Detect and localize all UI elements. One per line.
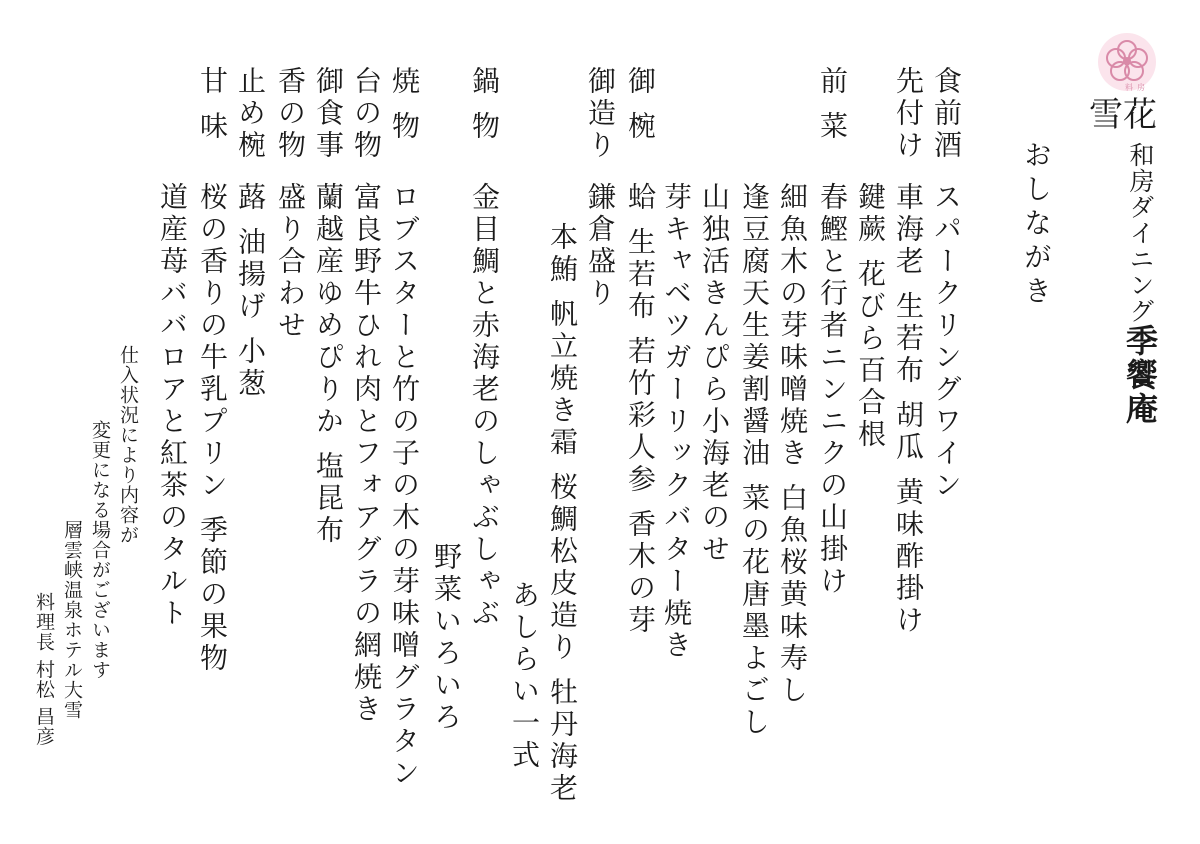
- logo-small-2: 房: [1137, 83, 1145, 92]
- dish-zensai-4: 逢豆腐天生姜割醤油 菜の花唐墨よごし: [738, 182, 771, 739]
- dish-zensai-2: 春鰹と行者ニンニクの山掛け: [816, 182, 849, 598]
- category-konomono: 香の物: [274, 66, 307, 162]
- dish-tomewan: 蕗 油揚げ 小葱: [234, 182, 267, 400]
- note-line-2: 変更になる場合がございます: [89, 420, 111, 680]
- dish-nabe-1: 金目鯛と赤海老のしゃぶしゃぶ: [468, 182, 501, 630]
- dish-otsukuri-3: あしらい一式: [508, 580, 541, 772]
- dish-oshokuji: 蘭越産ゆめぴりか 塩昆布: [312, 182, 345, 547]
- dish-dainomono: 富良野牛ひれ肉とフォアグラの網焼き: [350, 182, 383, 726]
- dish-owan-2: 蛤 生若布 若竹彩人参 香木の芽: [624, 182, 657, 637]
- dish-zensai-3: 細魚木の芽味噌焼き 白魚桜黄味寿し: [776, 182, 809, 707]
- category-otsukuri: 御造り: [584, 66, 617, 162]
- dish-otsukuri-1: 鎌倉盛り: [584, 182, 617, 310]
- category-sakizuke: 先付け: [892, 66, 925, 162]
- hotel-name: 層雲峡温泉ホテル大雪: [61, 520, 83, 720]
- logo-small-1: 料: [1125, 83, 1133, 92]
- category-oshokuji: 御食事: [312, 66, 345, 162]
- logo: [1085, 30, 1170, 140]
- restaurant-title: 季饗庵: [1121, 324, 1159, 426]
- dish-sakizuke: 車海老 生若布 胡瓜 黄味酢掛け: [892, 182, 925, 637]
- category-dainomono: 台の物: [350, 66, 383, 162]
- dish-nabe-2: 野菜いろいろ: [430, 542, 463, 734]
- category-aperitif: 食前酒: [930, 66, 963, 162]
- dish-zensai-5: 山独活きんぴら小海老のせ: [698, 182, 731, 566]
- category-zensai: 前 菜: [816, 66, 849, 143]
- category-yakimono: 焼 物: [388, 66, 421, 143]
- category-owan: 御 椀: [624, 66, 657, 143]
- dish-owan-1: 芽キャベツガーリックバター焼き: [660, 182, 693, 662]
- category-nabe: 鍋 物: [468, 66, 501, 143]
- logo-name: 雪花: [1089, 95, 1157, 135]
- dish-zensai-1: 鍵蕨 花びら百合根: [854, 182, 887, 451]
- restaurant-name: [1121, 142, 1159, 426]
- menu-title: おしながき: [1020, 140, 1053, 310]
- category-tomewan: 止め椀: [234, 66, 267, 162]
- dish-kanmi-2: 道産苺ババロアと紅茶のタルト: [156, 182, 189, 630]
- dish-konomono: 盛り合わせ: [274, 182, 307, 342]
- dish-yakimono: ロブスターと竹の子の木の芽味噌グラタン: [388, 182, 421, 790]
- chef-name: 料理長 村松 昌彦: [33, 592, 55, 747]
- restaurant-prefix: 和房ダイニング: [1126, 142, 1155, 324]
- dish-aperitif: スパークリングワイン: [930, 182, 963, 502]
- dish-otsukuri-2: 本鮪 帆立焼き霜 桜鯛松皮造り 牡丹海老: [546, 222, 579, 805]
- category-kanmi: 甘 味: [196, 66, 229, 143]
- note-line-1: 仕入状況により内容が: [117, 345, 139, 545]
- dish-kanmi-1: 桜の香りの牛乳プリン 季節の果物: [196, 182, 229, 675]
